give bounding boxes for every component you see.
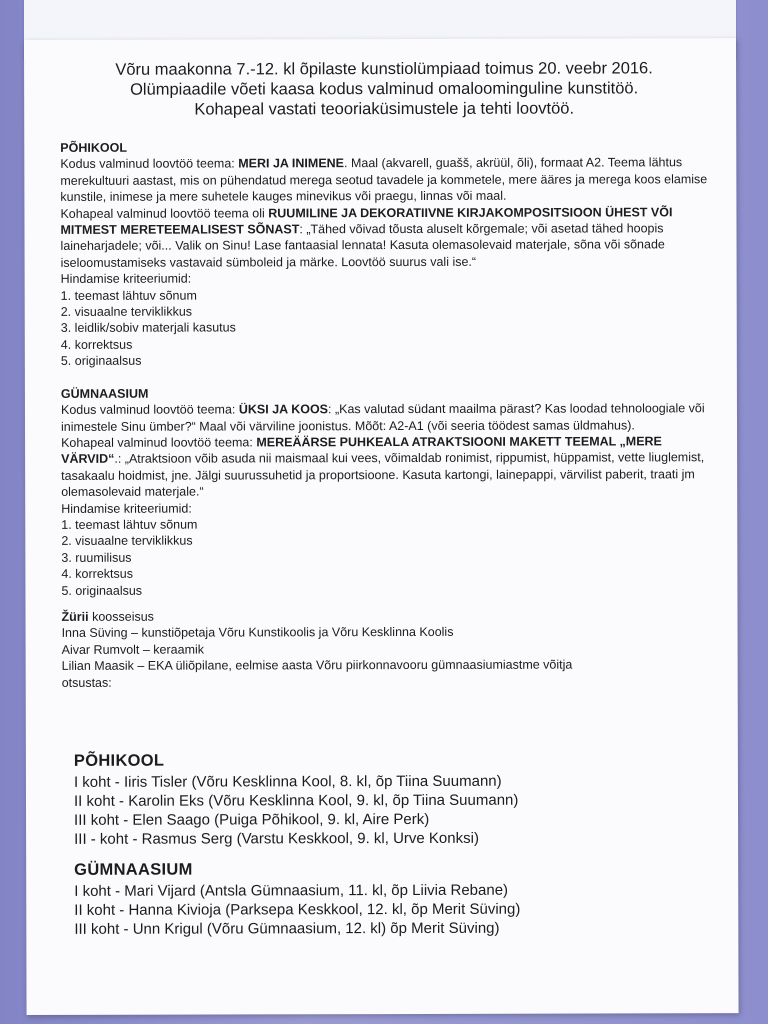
gymnaasium-home-theme: ÜKSI JA KOOS [238,402,329,417]
gymnaasium-home-lead: Kodus valminud loovtöö teema: [60,402,239,417]
olympiad-details [60,138,711,691]
jury-member: Aivar Rumvolt – keraamik [61,642,205,657]
result-row: II koht - Karolin Eks (Võru Kesklinna Kool, 9. kl, õp Tiina Suumann) [73,791,519,810]
pohikool-criteria-title: Hindamise kriteeriumid: [60,271,192,287]
result-row: I koht - Iiris Tisler (Võru Kesklinna Kool, 8. kl, õp Tiina Suumann) [73,772,502,791]
criteria-item: 1. teemast lähtuv sõnum [61,517,198,532]
gymnaasium-home-rest: : „Kas valutad südant maailma pärast? Kas loodad tehnoloogiale või inimestele Sinu ümber?“ Maal või värviline joonistus. Mõõt: A2-A1 (või seeria töödest samas üldmahus). [60,401,705,434]
gymnaasium-onsite-rest: .: „Atraktsioon võib asuda nii maismaal kui vees, võimaldab ronimist, rippumist, hüppamist, vette liuglemist, tasakaalu hoidmist, jne. Jälgi suurussuhetid ja proportsioone. Kasuta kartongi, lainepappi, värvilist paberit, traati jm olemasolevaid materjale.“ [61,450,705,500]
gymnaasium-home-task [61,400,711,435]
result-row: III koht - Unn Krigul (Võru Gümnaasium, 12. kl) õp Merit Süving) [74,919,500,938]
criteria-item: 3. ruumilisus [61,550,132,565]
pohikool-onsite-theme: RUUMILINE JA DEKORATIIVNE KIRJAKOMPOSITSIOON ÜHEST VÕI MITMEST MERETEEMALISEST SÕNAST [60,204,673,237]
criteria-item: 3. leidlik/sobiv materjali kasutus [60,320,236,336]
pohikool-home-theme: MERI JA INIMENE [238,156,345,171]
gymnaasium-onsite-theme: MEREÄÄRSE PUHKEALA ATRAKTSIOONI MAKETT TEEMAL „MERE VÄRVID“ [61,434,662,467]
gymnaasium-section-title: GÜMNAASIUM [60,386,149,401]
result-row: III - koht - Rasmus Serg (Varstu Keskkool, 9. kl, Urve Konksi) [74,829,479,848]
criteria-item: 2. visuaalne terviklikkus [61,533,193,549]
pohikool-home-lead: Kodus valminud loovtöö teema: [60,156,239,172]
criteria-item: 5. originaalsus [61,583,143,598]
pohikool-section-title: PÕHIKOOL [60,140,127,155]
gymnaasium-onsite-lead: Kohapeal valminud loovtöö teema: [61,435,257,450]
jury-title [61,607,711,625]
pohikool-onsite-rest: : „Tähed võivad tõusta aluselt kõrgemale; või asetad tähed hoopis laineharjadele; või... Valik on Sinu! Lase fantaasial lennata! Kasuta olemasolevaid materjale, sõna või sõnade iseloomustamiseks vastavaid sümboleid ja märke. Loovtöö suurus vali ise.“ [60,221,665,270]
jury-decision-label: otsustas: [61,675,112,690]
results-pohikool-title: PÕHIKOOL [73,751,165,770]
announcement-header [54,58,714,120]
result-row: I koht - Mari Vijard (Antsla Gümnaasium, 11. kl, õp Liivia Rebane) [74,881,509,900]
header-line-1: Võru maakonna 7.-12. kl õpilaste kunstiolümpiaad toimus 20. veebr 2016. [115,59,653,79]
result-row: III koht - Elen Saago (Puiga Põhikool, 9. kl, Aire Perk) [74,810,430,829]
criteria-item: 4. korrektsus [61,566,133,582]
pohikool-home-task [60,155,710,206]
jury-member: Lilian Maasik – EKA üliõpilane, eelmise aasta Võru piirkonnavooru gümnaasiumiastme võitja [61,657,573,674]
jury-title-rest: koosseisus [88,609,154,624]
criteria-item: 1. teemast lähtuv sõnum [60,288,197,303]
criteria-item: 2. visuaalne terviklikkus [60,304,193,319]
pohikool-home-rest: . Maal (akvarell, guašš, akrüül, õli), formaat A2. Teema lähtus merekultuuri aastast, mis on pühendatud merega seotud tavadele ja kommetele, mere ääres ja merega koos elamise kunstile, inimese ja mere suhetele kauges minevikus või praegu, linnas või maal. [60,155,708,205]
jury-member: Inna Süving – kunstiõpetaja Võru Kunstikoolis ja Võru Kesklinna Koolis [61,625,454,641]
section-gap [61,368,711,386]
criteria-item: 4. korrektsus [60,337,133,352]
pohikool-criteria-list [61,286,711,370]
criteria-item: 5. originaalsus [60,353,142,369]
results-gymnaasium-block [74,859,714,939]
gymnaasium-criteria-list [61,515,711,599]
paper-sheet [24,38,739,1015]
header-line-2: Olümpiaadile võeti kaasa kodus valminud omaloominguline kunstitöö. [130,79,639,99]
header-line-3: Kohapeal vastati teooriaküsimustele ja tehti loovtöö. [194,99,575,119]
results-gymnaasium-title: GÜMNAASIUM [74,860,193,879]
gymnaasium-criteria-title: Hindamise kriteeriumid: [61,501,192,516]
result-row: II koht - Hanna Kivioja (Parksepa Keskkool, 12. kl, õp Merit Süving) [74,900,521,919]
gymnaasium-onsite-task [61,433,711,500]
results-section [74,750,714,939]
pohikool-onsite-task [60,204,710,271]
pohikool-onsite-lead: Kohapeal valminud loovtöö teema oli [60,205,269,221]
jury-title-bold: Žürii [61,609,89,624]
